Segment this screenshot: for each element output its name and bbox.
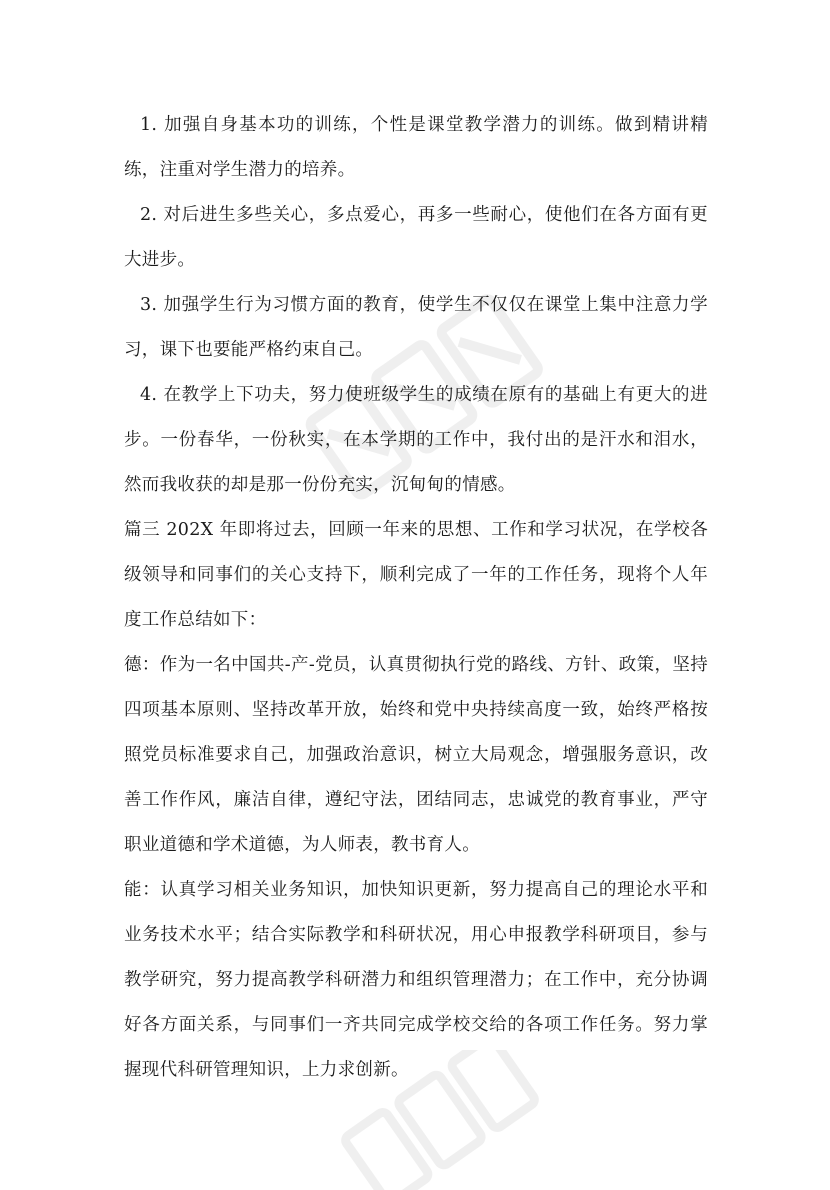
paragraph-section-three-intro: 篇三 202X 年即将过去，回顾一年来的思想、工作和学习状况，在学校各级领导和同事们的关心支持下，顺利完成了一年的工作任务，现将个人年度工作总结如下： [124,520,708,630]
paragraph-item-2: 2. 对后进生多些关心，多点爱心，再多一些耐心，使他们在各方面有更大进步。 [124,205,708,270]
paragraph-item-1: 1. 加强自身基本功的训练，个性是课堂教学潜力的训练。做到精讲精练，注重对学生潜力的培养。 [124,115,708,180]
paragraph-item-4: 4. 在教学上下功夫，努力使班级学生的成绩在原有的基础上有更大的进步。一份春华，一份秋实，在本学期的工作中，我付出的是汗水和泪水，然而我收获的却是那一份份充实，沉甸甸的情感。 [124,385,708,495]
document-body [124,103,708,1093]
paragraph-item-3: 3. 加强学生行为习惯方面的教育，使学生不仅仅在课堂上集中注意力学习，课下也要能严格约束自己。 [124,295,708,360]
paragraph-morality: 德：作为一名中国共-产-党员，认真贯彻执行党的路线、方针、政策，坚持四项基本原则、坚持改革开放，始终和党中央持续高度一致，始终严格按照党员标准要求自己，加强政治意识，树立大局观念，增强服务意识，改善工作作风，廉洁自律，遵纪守法，团结同志，忠诚党的教育事业，严守职业道德和学术道德，为人师表，教书育人。 [124,655,708,855]
paragraph-ability: 能：认真学习相关业务知识，加快知识更新，努力提高自己的理论水平和业务技术水平；结合实际教学和科研状况，用心申报教学科研项目，参与教学研究，努力提高教学科研潜力和组织管理潜力；在工作中，充分协调好各方面关系，与同事们一齐共同完成学校交给的各项工作任务。努力掌握现代科研管理知识，上力求创新。 [124,880,708,1080]
